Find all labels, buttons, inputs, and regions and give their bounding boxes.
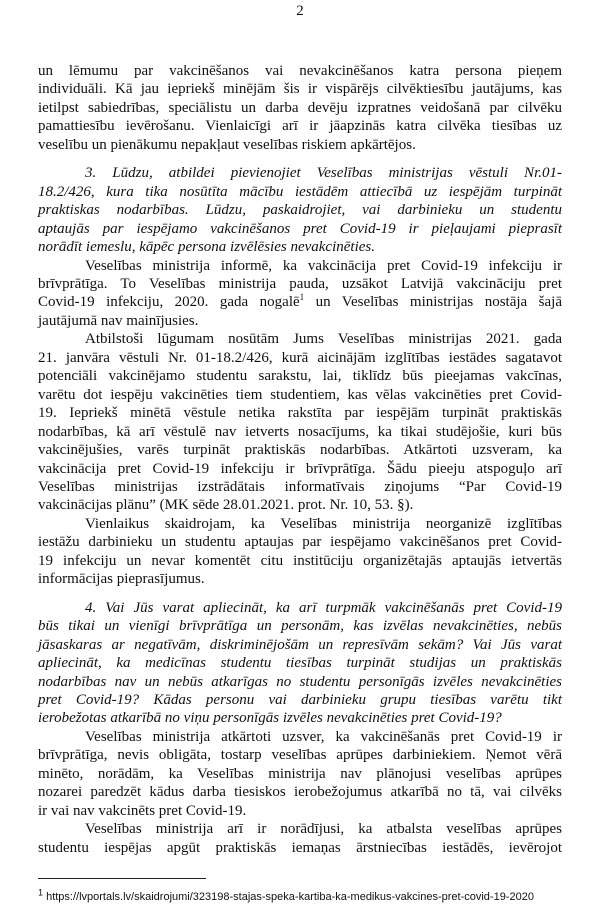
text-line: studentu iespējas apgūt praktiskās iemaņas ārstniecības iestādēs, ievērojot: [38, 839, 562, 856]
text-line: nodarbības, kā arī vēstulē nav ietverts nosacījums, ka tikai studējošie, kuri būs: [38, 423, 562, 440]
text-line: jāsaskaras ar negatīvām, diskriminējošām un represīvām sekām? Vai Jūs varat: [38, 636, 562, 653]
text-line: 19 infekciju un nevar komentēt citu institūciju organizētajās aptaujās ietvertās: [38, 552, 562, 569]
text-line: Vienlaikus skaidrojam, ka Veselības ministrija neorganizē izglītības: [85, 515, 562, 532]
text-line: 19. Iepriekš minētā vēstule netika rakstīta par iespējām turpināt praktiskās: [38, 405, 562, 422]
text-line: Veselības ministrija informē, ka vakcinācija pret Covid-19 infekciju ir: [85, 257, 562, 274]
text-line: nodarbības nav un nebūs atkarīgas no studentu personīgās izvēles nevakcinēties: [38, 673, 562, 690]
text-line: ietilpst sabiedrības, speciālistu un darba devēju izpratnes veidošanā par cilvēku: [38, 99, 562, 116]
text-line: praktiskas nodarbības. Lūdzu, paskaidrojiet, vai darbinieku un studentu: [38, 202, 562, 219]
text-line: pret Covid-19? Kādas personu vai darbinieku grupu tiesības varētu tikt: [38, 691, 562, 708]
body-paragraph: [38, 820, 562, 857]
text-line: individuāli. Kā jau iepriekš minējām šis ir vispārējs cilvēktiesību jautājums, kas: [38, 81, 562, 98]
text-line: 3. Lūdzu, atbildei pievienojiet Veselības ministrijas vēstuli Nr.01-: [85, 165, 562, 182]
text-line: jautājumā nav mainījusies.: [38, 312, 199, 329]
text-line: vakcinējušies, varēs turpināt praktiskās nodarbības. Atkārtoti uzsveram, ka: [38, 442, 562, 459]
text-line: brīvprātīga. To Veselības ministrija pauda, uzsākot Latvijā vakcināciju pret: [38, 275, 562, 292]
text-line: iestāžu darbinieku un studentu aptaujas par iespējamo vakcinēšanos pret Covid-: [38, 534, 562, 551]
text-line: veselību un pienākumu nepakļaut veselības riskiem apkārtējos.: [38, 136, 416, 153]
question-paragraph: [38, 164, 562, 256]
footnote-url[interactable]: https://lvportals.lv/skaidrojumi/323198-stajas-speka-kartiba-ka-medikus-vakcines-pret-covid-19-2020: [43, 891, 534, 903]
body-paragraph: [38, 330, 562, 515]
text-segment: un Veselības ministrijas nostāja šajā: [304, 294, 562, 311]
page-number: 2: [296, 3, 304, 19]
text-line: informācijas pieprasījumus.: [38, 571, 205, 588]
text-line: nozarei paredzēt kādus darba tiesiskos ierobežojumus atkarībā no tā, vai cilvēks: [38, 784, 562, 801]
text-line: pamattiesību ievērošanu. Vienlaicīgi arī ir jāapzinās katra cilvēka tiesības uz: [38, 118, 562, 135]
text-line: vakcinācijas plānu” (MK sēde 28.01.2021. prot. Nr. 10, 53. §).: [38, 497, 414, 514]
body-paragraph: [38, 728, 562, 820]
text-line: aptaujās par iespējamo vakcinēšanos pret Covid-19 ir pieļaujami pieprasīt: [38, 220, 562, 237]
text-line: brīvprātīga, nevis obligāta, tostarp veselības aprūpes darbiniekiem. Ņemot vērā: [38, 747, 562, 764]
text-line: 18.2/426, kura tika nosūtīta mācību iestādēm attiecībā uz iespējām turpināt: [38, 183, 562, 200]
text-line: minēto, norādām, ka Veselības ministrija nav plānojusi veselības aprūpes: [38, 765, 562, 782]
footnote-marker: 1: [38, 887, 44, 898]
text-line: Atbilstoši lūgumam nosūtām Jums Veselības ministrijas 2021. gada: [85, 331, 562, 348]
text-line: [38, 293, 562, 311]
text-line: 4. Vai Jūs varat apliecināt, ka arī turpmāk vakcinēšanās pret Covid-19: [85, 599, 562, 616]
text-line: vakcinācija pret Covid-19 infekciju ir brīvprātīga. Šādu pieeju atspoguļo arī: [38, 460, 562, 477]
document-body: [38, 62, 562, 857]
text-line: Veselības ministrija arī ir norādījusi, ka atbalsta veselības aprūpes: [85, 821, 562, 838]
text-line: būs tikai un vienīgi brīvprātīga un personām, kas izvēlas nevakcinēties, nebūs: [38, 618, 562, 635]
text-segment: Covid-19 infekciju, 2020. gada nogalē: [38, 294, 300, 311]
text-line: Veselības ministrija atkārtoti uzsver, ka vakcinēšanās pret Covid-19 ir: [85, 728, 562, 745]
footnote: [38, 887, 534, 903]
text-line: potenciāli vakcinējamo studentu sarakstu, lai, tiklīdz būs pieejamas vakcīnas,: [38, 368, 562, 385]
body-paragraph: [38, 62, 562, 154]
body-paragraph: [38, 257, 562, 331]
footnote-divider: [38, 878, 206, 879]
text-line: norādīt iemeslu, kāpēc persona izvēlēsies nevakcinēties.: [38, 239, 375, 256]
text-line: apliecināt, ka medicīnas studentu tiesības turpināt studijas un praktiskās: [38, 655, 562, 672]
text-line: ir vai nav vakcinēts pret Covid-19.: [38, 802, 247, 819]
text-line: un lēmumu par vakcinēšanos vai nevakcinēšanos katra persona pieņem: [38, 63, 562, 79]
text-line: ierobežotas atkarībā no viņu personīgās izvēles nevakcinēties pret Covid-19?: [38, 710, 502, 727]
text-line: varētu dot iespēju vakcinēties tiem studentiem, kas vēlas vakcinēties pret Covid-: [38, 386, 562, 403]
footnote-reference: 1: [299, 292, 305, 303]
text-line: Veselības ministrijas izstrādātais informatīvais ziņojums “Par Covid-19: [38, 478, 562, 495]
question-paragraph: [38, 599, 562, 728]
body-paragraph: [38, 515, 562, 589]
text-line: 21. janvāra vēstuli Nr. 01-18.2/426, kurā aicinājām izglītības iestādes sagatavot: [38, 349, 562, 366]
